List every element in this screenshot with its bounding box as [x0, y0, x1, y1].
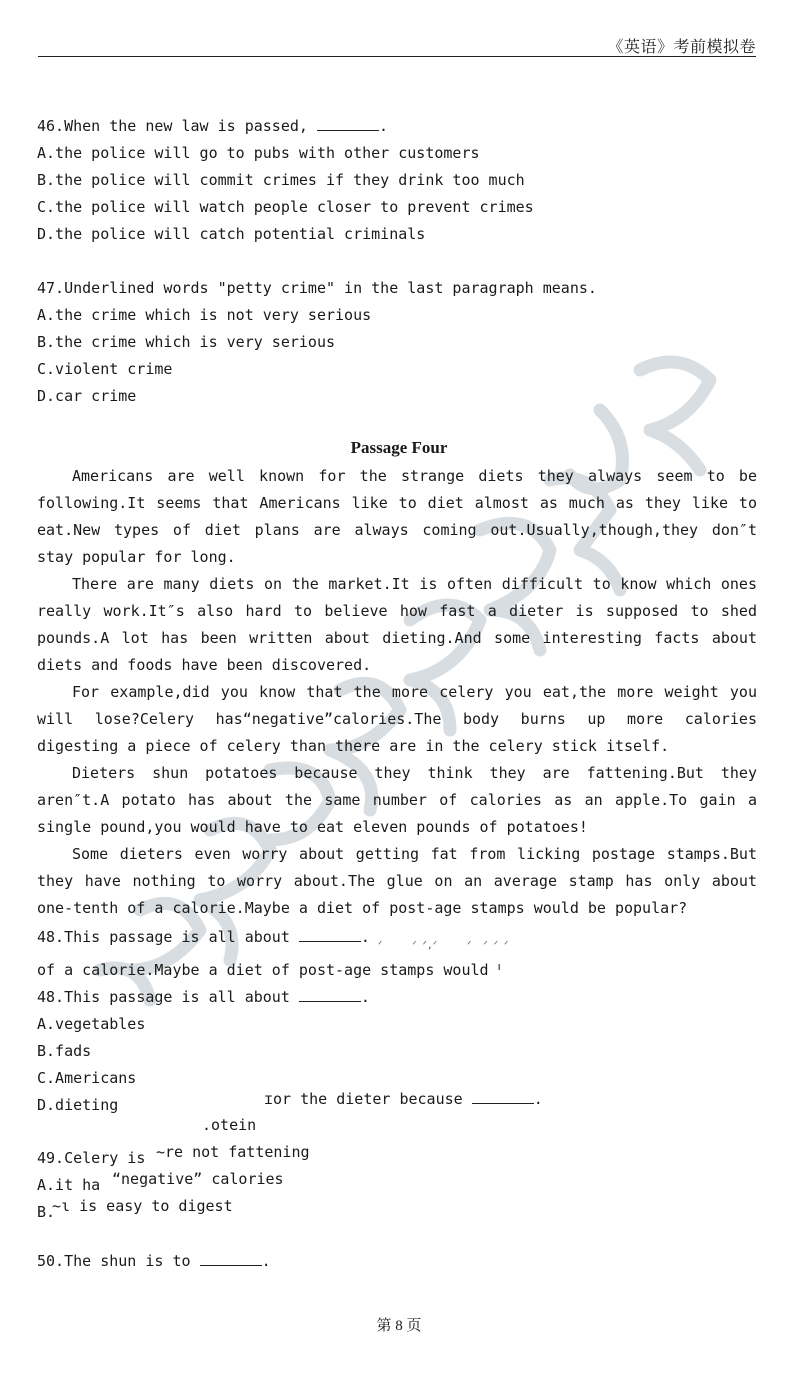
q48-option-d: D.dieting — [37, 1096, 119, 1114]
q46-stem: 46.When the new law is passed, . — [37, 117, 388, 135]
q49-fragment-negative: “negative” calories — [112, 1170, 284, 1188]
passage-paragraph-4: Dieters shun potatoes because they think they are fattening.But they aren″t.A potato has about the same number of calories as an apple.To gain a single pound,you would have to eat eleven pounds of potatoes! — [37, 764, 757, 836]
repeated-line: of a calorie.Maybe a diet of post-age stamps would ᑊ — [37, 961, 501, 979]
q46-option-a: A.the police will go to pubs with other customers — [37, 144, 480, 162]
q49-fragment-fattening: ~re not fattening — [156, 1143, 310, 1161]
answer-blank — [317, 116, 379, 131]
q48-option-c: C.Americans — [37, 1069, 137, 1087]
q48-option-a: A.vegetables — [37, 1015, 146, 1033]
answer-blank — [472, 1089, 534, 1104]
passage-paragraph-5: Some dieters even worry about getting fat from licking postage stamps.But they have nothing to worry about.The glue on an average stamp has only about one-tenth of a calorie.Maybe a diet of post-age stamps would be popular? — [37, 845, 757, 917]
q47-stem: 47.Underlined words "petty crime" in the last paragraph means. — [37, 279, 597, 297]
q47-option-a: A.the crime which is not very serious — [37, 306, 372, 324]
q47-option-c: C.violent crime — [37, 360, 173, 378]
passage-paragraph-2: There are many diets on the market.It is often difficult to know which ones really work.It″s also hard to believe how fast a dieter is supposed to shed pounds.A lot has been written about dieting.And some interesting facts about diets and foods have been discovered. — [37, 575, 757, 674]
answer-blank — [299, 927, 361, 942]
q47-option-b: B.the crime which is very serious — [37, 333, 336, 351]
garbled-text: ᐟ ᐟ ᐟ,ᐟ ᐟ ᐟ ᐟ ᐟ — [378, 940, 509, 951]
q46-option-d: D.the police will catch potential criminals — [37, 225, 426, 243]
q49-fragment-protein: .otein — [202, 1116, 257, 1134]
page-number: 第 8 页 — [376, 1318, 422, 1334]
q49-option-b-start: B. — [37, 1203, 56, 1221]
header-title: 《英语》考前模拟卷 — [607, 37, 756, 56]
q46-option-b: B.the police will commit crimes if they drink too much — [37, 171, 525, 189]
q49-stem: 49.Celery is — [37, 1149, 146, 1167]
passage-title: Passage Four — [350, 438, 448, 457]
q46-option-c: C.the police will watch people closer to prevent crimes — [37, 198, 534, 216]
q49-fragment-digest: ~ɩ is easy to digest — [52, 1197, 233, 1215]
q48-stem: 48.This passage is all about . — [37, 988, 370, 1006]
page-header — [38, 30, 756, 57]
q50-stem: 50.The shun is to . — [37, 1252, 271, 1270]
q48-stem-overlap: 48.This passage is all about . — [37, 928, 370, 946]
q49-option-a-start: A.it ha — [37, 1176, 101, 1194]
q47-option-d: D.car crime — [37, 387, 137, 405]
q48-option-b: B.fads — [37, 1042, 92, 1060]
passage-paragraph-1: Americans are well known for the strange diets they always seem to be following.It seems that Americans like to diet almost as much as they like to eat.New types of diet plans are always coming out.Usually,though,they don″t stay popular for long. — [37, 467, 757, 566]
answer-blank — [299, 987, 361, 1002]
passage-paragraph-3: For example,did you know that the more celery you eat,the more weight you will lose?Celery has“negative”calories.The body burns up more calories digesting a piece of celery than there are in the celery stick itself. — [37, 683, 757, 755]
q49-fragment-stem-end: ɪor the dieter because . — [264, 1090, 543, 1108]
answer-blank — [200, 1251, 262, 1266]
